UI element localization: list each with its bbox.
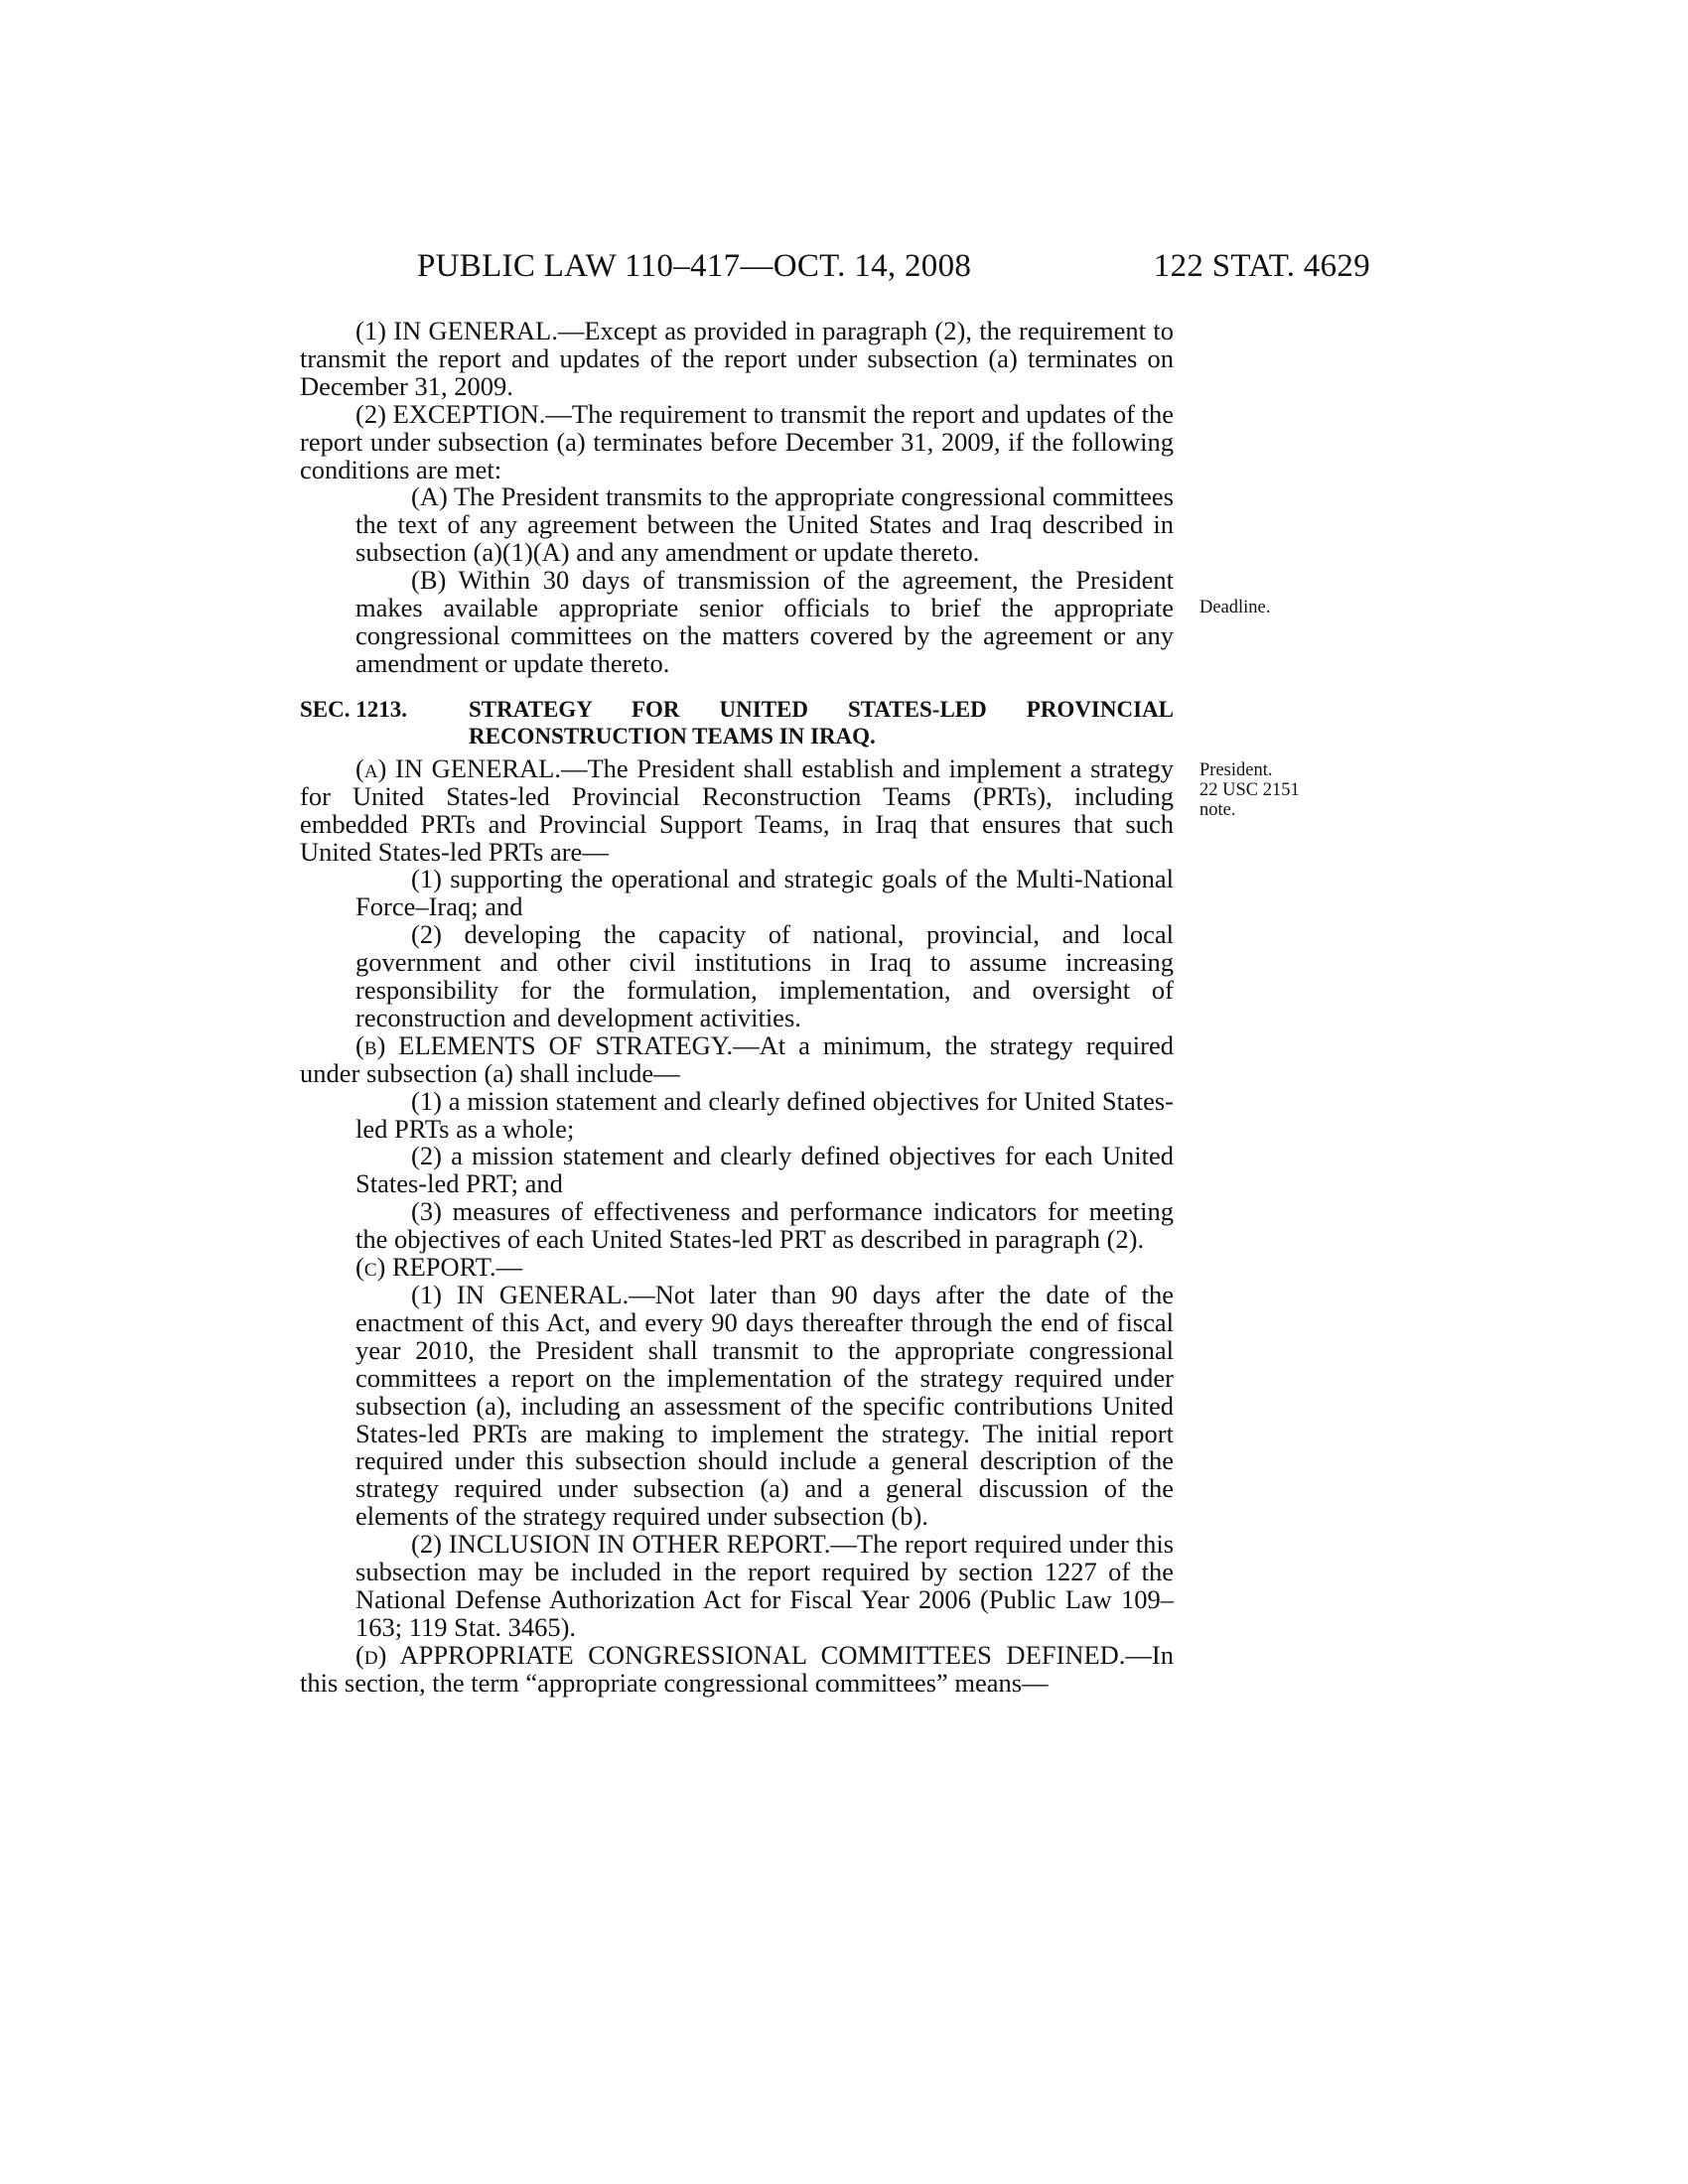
subparagraph-a: (A) The President transmits to the appropriate congressional committees the text of any agreement between the United States and Iraq described in subsection (a)(1)(A) and any amendment or update thereto. — [355, 481, 1174, 568]
subsection-a — [300, 752, 1175, 867]
subparagraph-b: (B) Within 30 days of transmission of the agreement, the President makes available appropriate senior officials to brief the appropriate congressional committees on the matters covered by the agreement or any amendment or update thereto. — [355, 565, 1174, 678]
subsection-a-item-2: (2) developing the capacity of national, provincial, and local government and other civil institutions in Iraq to assume increasing responsibility for the formulation, implementation, and oversight of reconstruction and development activities. — [355, 919, 1174, 1032]
statute-page-number: 122 STAT. 4629 — [1153, 248, 1370, 284]
margin-note-president — [1199, 760, 1300, 820]
subsection-b-item-3: (3) measures of effectiveness and performance indicators for meeting the objectives of each United States-led PRT as described in paragraph (2). — [355, 1196, 1174, 1255]
margin-note-note: note. — [1199, 800, 1236, 820]
subsection-c-item-2 — [300, 1531, 1174, 1642]
subsection-c-item-1 — [300, 1282, 1174, 1531]
subsection-heading: (c) REPORT. — [355, 1252, 496, 1283]
subsection-d — [300, 1639, 1174, 1698]
paragraph-heading: (1) IN GENERAL. — [355, 316, 558, 345]
margin-note-deadline-text: Deadline. — [1199, 598, 1271, 617]
subsection-b-item-2: (2) a mission statement and clearly defined objectives for each United States-led PRT; and — [355, 1141, 1174, 1199]
paragraph-heading: (2) INCLUSION IN OTHER REPORT. — [411, 1529, 831, 1560]
paragraph-text: —The requirement to transmit the report and updates of the report under subsection (a) terminates before December 31, 2009, if the following conditions are met: — [300, 398, 1174, 484]
subsection-heading: (b) ELEMENTS OF STRATEGY. — [355, 1029, 734, 1060]
paragraph-heading: (2) EXCEPTION. — [355, 398, 546, 429]
margin-note-deadline — [1199, 598, 1270, 617]
subsection-heading: (d) APPROPRIATE CONGRESSIONAL COMMITTEES DEFINED. — [355, 1639, 1126, 1670]
section-number: SEC. 1213. — [300, 696, 407, 722]
subsection-text: —At a minimum, the strategy required under subsection (a) shall include— — [300, 1029, 1175, 1088]
section-heading — [300, 696, 1174, 750]
paragraph-heading: (1) IN GENERAL. — [411, 1280, 630, 1309]
margin-note-president-text: President. — [1199, 760, 1273, 780]
margin-note-usc: 22 USC 2151 — [1199, 780, 1300, 800]
subsection-text: —The President shall establish and implement a strategy for United States-led Provincial Reconstruction Teams (PRTs), including embedded PRTs and Provincial Support Teams, in Iraq that ensures that such United States-led PRTs are— — [300, 752, 1175, 867]
subsection-c — [300, 1254, 1174, 1282]
paragraph-text: —The report required under this subsection may be included in the report required by section 1227 of the National Defense Authorization Act for Fiscal Year 2006 (Public Law 109–163; 119 Stat. 3465). — [355, 1529, 1175, 1642]
page-header — [417, 248, 1370, 288]
paragraph-text: —Not later than 90 days after the date of the enactment of this Act, and every 90 days thereafter through the end of fiscal year 2010, the President shall transmit to the appropriate congressional committees a report on the implementation of the strategy required under subsection (a), including an assessment of the specific contributions United States-led PRTs are making to implement the strategy. The initial report required under this subsection should include a general description of the strategy required under subsection (a) and a general discussion of the elements of the strategy required under subsection (b). — [355, 1280, 1174, 1532]
subsection-text: —In this section, the term “appropriate congressional committees” means— — [300, 1639, 1174, 1698]
subsection-text: — — [495, 1252, 523, 1283]
subsection-b-item-1: (1) a mission statement and clearly defined objectives for United States-led PRTs as a whole; — [355, 1085, 1174, 1144]
paragraph-text: —Except as provided in paragraph (2), the requirement to transmit the report and updates of the report under subsection (a) terminates on December 31, 2009. — [300, 316, 1174, 401]
subsection-a-item-1: (1) supporting the operational and strategic goals of the Multi-National Force–Iraq; and — [355, 864, 1174, 922]
paragraph-1-in-general — [300, 318, 1174, 401]
section-title: STRATEGY FOR UNITED STATES-LED PROVINCIAL RECONSTRUCTION TEAMS IN IRAQ. — [469, 696, 1174, 749]
subsection-heading: (a) IN GENERAL. — [355, 752, 561, 783]
document-body — [300, 318, 1174, 1698]
public-law-citation: PUBLIC LAW 110–417—OCT. 14, 2008 — [417, 248, 972, 284]
subsection-b — [300, 1029, 1175, 1088]
paragraph-2-exception — [300, 398, 1174, 484]
